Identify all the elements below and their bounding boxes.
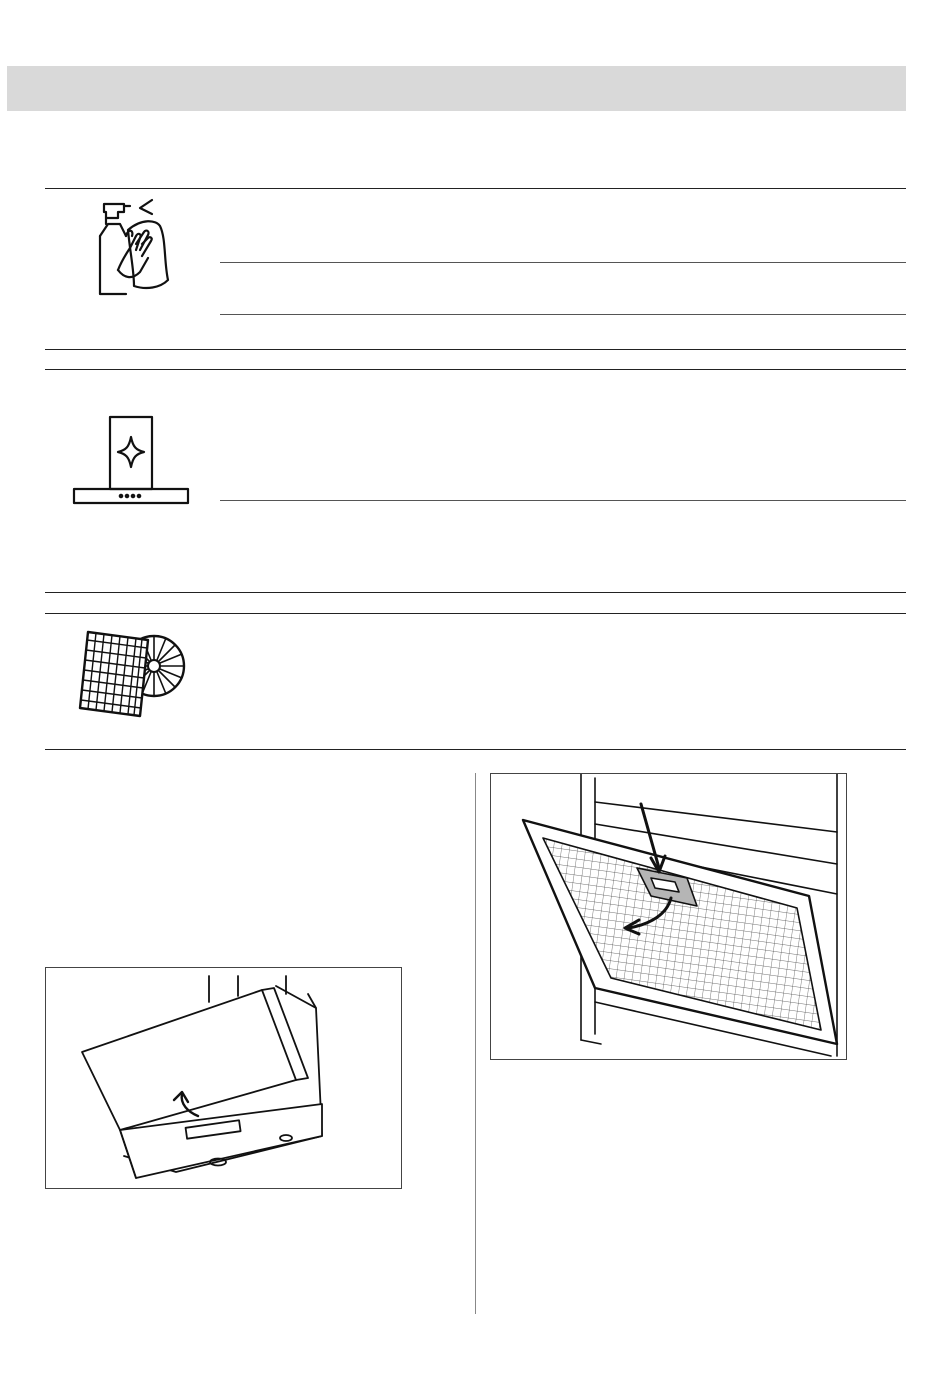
section-divider xyxy=(45,369,906,370)
column-divider xyxy=(475,773,476,1314)
cooker-hood-sparkle-icon xyxy=(72,415,190,505)
section-divider xyxy=(45,613,906,614)
section-divider xyxy=(45,188,906,189)
row-divider xyxy=(220,262,906,263)
row-divider xyxy=(220,500,906,501)
section-header-bar xyxy=(7,66,906,111)
grease-filter-fan-icon xyxy=(78,624,190,720)
section-divider xyxy=(45,349,906,350)
spray-and-cloth-icon xyxy=(90,196,170,300)
open-panel-illustration xyxy=(45,967,402,1189)
section-divider xyxy=(45,592,906,593)
remove-filter-illustration xyxy=(490,773,847,1060)
section-divider xyxy=(45,749,906,750)
row-divider xyxy=(220,314,906,315)
